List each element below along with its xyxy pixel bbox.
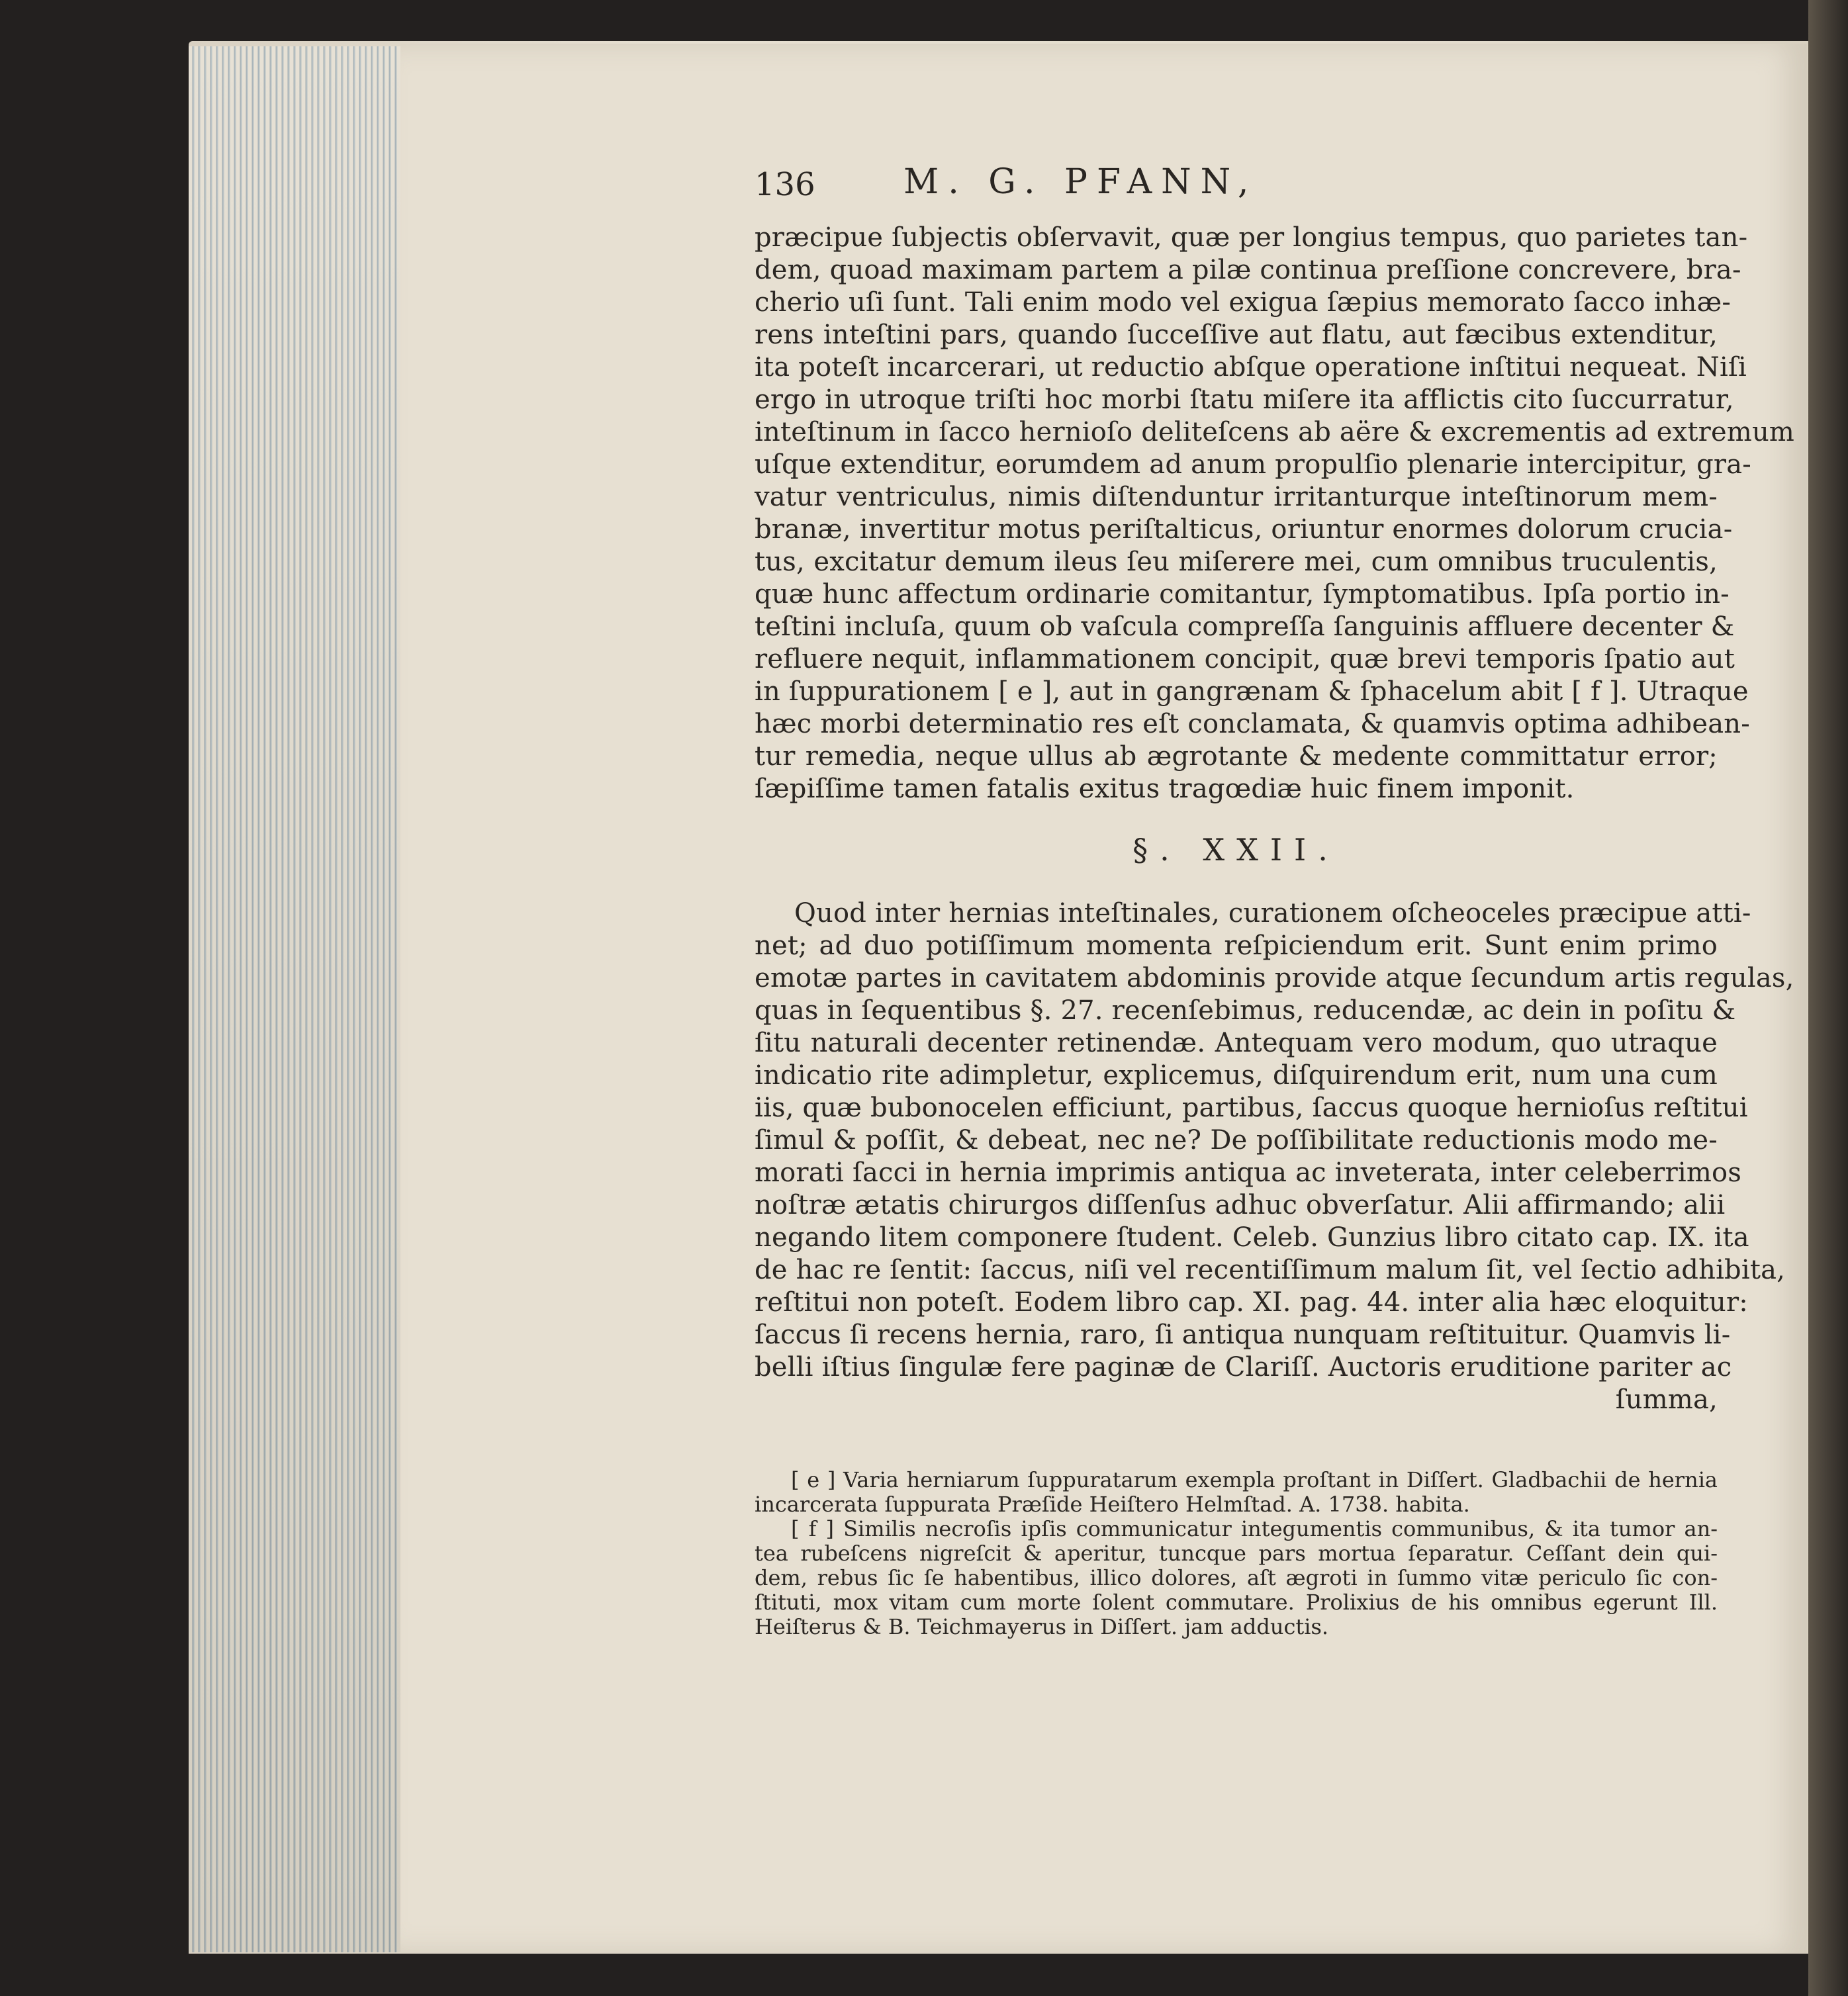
footnote-line: [ f ] Similis necroſis ipſis communicatur integumentis communibus, & ita tumor an- [791,1516,1718,1541]
paragraph-1 [755,222,1795,805]
page-header [755,162,1718,222]
text-line: tus, excitatur demum ileus ſeu miſerere mei, cum omnibus truculentis, [755,547,1718,577]
text-line: hæc morbi determinatio res eſt conclamata, & quamvis optima adhibean- [755,709,1750,739]
running-head: M. G. PFANN, [903,162,1258,202]
text-line: de hac re ſentit: ſaccus, niſi vel recentiſſimum malum ſit, vel ſectio adhibita, [755,1255,1786,1285]
text-line: præcipue ſubjectis obſervavit, quæ per longius tempus, quo parietes tan- [755,222,1748,253]
text-line: morati ſacci in hernia imprimis antiqua ac inveterata, inter celeberrimos [755,1157,1742,1188]
paragraph-2 [755,897,1794,1416]
text-line: net; ad duo potiſſimum momenta reſpiciendum erit. Sunt enim primo [755,930,1718,961]
footnote-line: ſtituti, mox vitam cum morte ſolent commutare. Prolixius de his omnibus egerunt Ill. [755,1590,1718,1615]
text-line: ſaccus ſi recens hernia, raro, ſi antiqua nunquam reſtituitur. Quamvis li- [755,1320,1731,1350]
text-line: Quod inter hernias inteſtinales, curationem oſcheoceles præcipue atti- [794,898,1751,929]
footnote-line: dem, rebus ſic ſe habentibus, illico dolores, aſt ægroti in ſummo vitæ periculo ſic con- [755,1565,1718,1590]
text-line: vatur ventriculus, nimis diſtenduntur irritanturque inteſtinorum mem- [755,482,1718,512]
text-line: refluere nequit, inflammationem concipit, quæ brevi temporis ſpatio aut [755,644,1735,674]
text-line: ſæpiſſime tamen fatalis exitus tragœdiæ huic finem imponit. [755,774,1575,804]
footnote-line: incarcerata ſuppurata Præſide Heiſtero Helmſtad. A. 1738. habita. [755,1492,1470,1517]
text-line: branæ, invertitur motus periſtalticus, oriuntur enormes dolorum crucia- [755,514,1733,545]
text-line: dem, quoad maximam partem a pilæ continua preſſione concrevere, bra- [755,255,1741,285]
text-line: quas in ſequentibus §. 27. recenſebimus, reducendæ, ac dein in poſitu & [755,995,1736,1026]
text-line: tur remedia, neque ullus ab ægrotante & medente committatur error; [755,741,1718,772]
text-line: belli iſtius ſingulæ fere paginæ de Clariſſ. Auctoris eruditione pariter ac [755,1352,1732,1383]
footnote-line: [ e ] Varia herniarum ſuppuratarum exempla proſtant in Diſſert. Gladbachii de hernia [791,1467,1718,1492]
main-text [755,162,1795,1416]
text-line: ergo in utroque triſti hoc morbi ſtatu miſere ita afflictis cito ſuccurratur, [755,385,1734,415]
text-line: negando litem componere ſtudent. Celeb. Gunzius libro citato cap. IX. ita [755,1222,1749,1253]
page-number: 136 [755,166,815,203]
text-line: inteſtinum in ſacco hernioſo deliteſcens ab aëre & excrementis ad extremum [755,417,1795,447]
footnotes [755,1468,1718,1639]
text-line: in ſuppurationem [ e ], aut in gangrænam & ſphacelum abit [ f ]. Utraque [755,676,1749,707]
text-line: ſitu naturali decenter retinendæ. Antequam vero modum, quo utraque [755,1028,1718,1058]
text-line: quæ hunc affectum ordinarie comitantur, ſymptomatibus. Ipſa portio in- [755,579,1730,610]
footnote-line: Heiſterus & B. Teichmayerus in Diſſert. jam adductis. [755,1614,1329,1639]
text-line: reſtitui non poteſt. Eodem libro cap. XI. pag. 44. inter alia hæc eloquitur: [755,1287,1748,1318]
page-edges [189,46,400,1952]
text-line: ſimul & poſſit, & debeat, nec ne? De poſſibilitate reductionis modo me- [755,1125,1718,1156]
text-line: iis, quæ bubonocelen efficiunt, partibus, ſaccus quoque hernioſus reſtitui [755,1093,1748,1123]
binding-shadow [1808,0,1848,1996]
text-line: cherio uſi ſunt. Tali enim modo vel exigua ſæpius memorato ſacco inhæ- [755,287,1732,318]
text-line: teſtini incluſa, quum ob vaſcula compreſſa ſanguinis affluere decenter & [755,612,1735,642]
section-title: §. XXII. [1132,832,1340,868]
text-line: emotæ partes in cavitatem abdominis provide atque ſecundum artis regulas, [755,963,1794,993]
text-line: ita poteſt incarcerari, ut reductio abſque operatione inſtitui nequeat. Niſi [755,352,1747,383]
catchword: ſumma, [1615,1384,1718,1415]
text-line: indicatio rite adimpletur, explicemus, diſquirendum erit, num una cum [755,1060,1718,1091]
footnote-line: tea rubeſcens nigreſcit & aperitur, tuncque pars mortua ſeparatur. Ceſſant dein qui- [755,1541,1718,1566]
text-line: uſque extenditur, eorumdem ad anum propulſio plenarie intercipitur, gra- [755,449,1751,480]
text-line: rens inteſtini pars, quando ſucceſſive aut flatu, aut fæcibus extenditur, [755,320,1718,350]
text-line: noſtræ ætatis chirurgos diſſenſus adhuc obverſatur. Alii affirmando; alii [755,1190,1726,1220]
